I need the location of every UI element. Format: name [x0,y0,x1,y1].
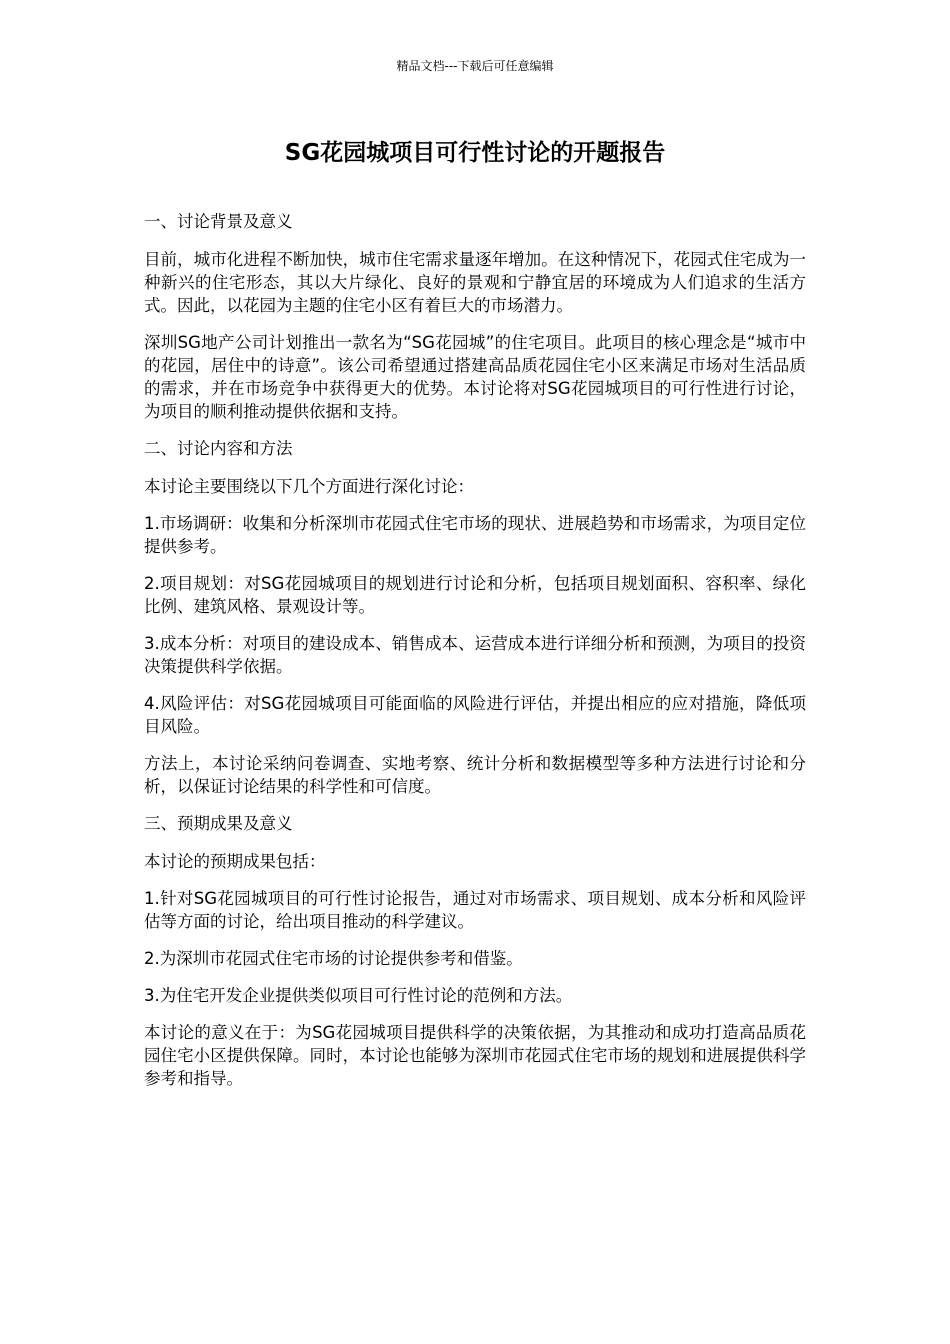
list-item: 1.市场调研：收集和分析深圳市花园式住宅市场的现状、进展趋势和市场需求，为项目定位提供参考。 [144,514,806,556]
document-body [144,210,806,1104]
document-title: SG花园城项目可行性讨论的开题报告 [284,140,666,166]
paragraph: 方法上，本讨论采纳问卷调查、实地考察、统计分析和数据模型等多种方法进行讨论和分析，以保证讨论结果的科学性和可信度。 [144,754,806,796]
list-item: 2.项目规划：对SG花园城项目的规划进行讨论和分析，包括项目规划面积、容积率、绿化比例、建筑风格、景观设计等。 [144,574,806,616]
paragraph: 本讨论主要围绕以下几个方面进行深化讨论： [144,477,474,496]
header-note: 精品文档---下载后可任意编辑 [396,59,554,73]
list-item: 4.风险评估：对SG花园城项目可能面临的风险进行评估，并提出相应的应对措施，降低项目风险。 [144,694,806,736]
section-heading-content-methods: 二、讨论内容和方法 [144,439,293,458]
paragraph: 本讨论的预期成果包括： [144,852,326,871]
paragraph: 深圳SG地产公司计划推出一款名为“SG花园城”的住宅项目。此项目的核心理念是“城市中的花园，居住中的诗意”。该公司希望通过搭建高品质花园住宅小区来满足市场对生活品质的需求，并在市场竞争中获得更大的优势。本讨论将对SG花园城项目的可行性进行讨论，为项目的顺利推动提供依据和支持。 [144,333,806,421]
paragraph: 目前，城市化进程不断加快，城市住宅需求量逐年增加。在这种情况下，花园式住宅成为一种新兴的住宅形态，其以大片绿化、良好的景观和宁静宜居的环境成为人们追求的生活方式。因此，以花园为主题的住宅小区有着巨大的市场潜力。 [144,250,806,315]
list-item: 3.为住宅开发企业提供类似项目可行性讨论的范例和方法。 [144,986,573,1005]
list-item: 1.针对SG花园城项目的可行性讨论报告，通过对市场需求、项目规划、成本分析和风险评估等方面的讨论，给出项目推动的科学建议。 [144,889,806,931]
paragraph: 本讨论的意义在于：为SG花园城项目提供科学的决策依据，为其推动和成功打造高品质花园住宅小区提供保障。同时，本讨论也能够为深圳市花园式住宅市场的规划和进展提供科学参考和指导。 [144,1023,806,1088]
list-item: 3.成本分析：对项目的建设成本、销售成本、运营成本进行详细分析和预测，为项目的投资决策提供科学依据。 [144,634,806,676]
section-heading-expected-results: 三、预期成果及意义 [144,814,293,833]
section-heading-background: 一、讨论背景及意义 [144,212,293,231]
list-item: 2.为深圳市花园式住宅市场的讨论提供参考和借鉴。 [144,949,523,968]
